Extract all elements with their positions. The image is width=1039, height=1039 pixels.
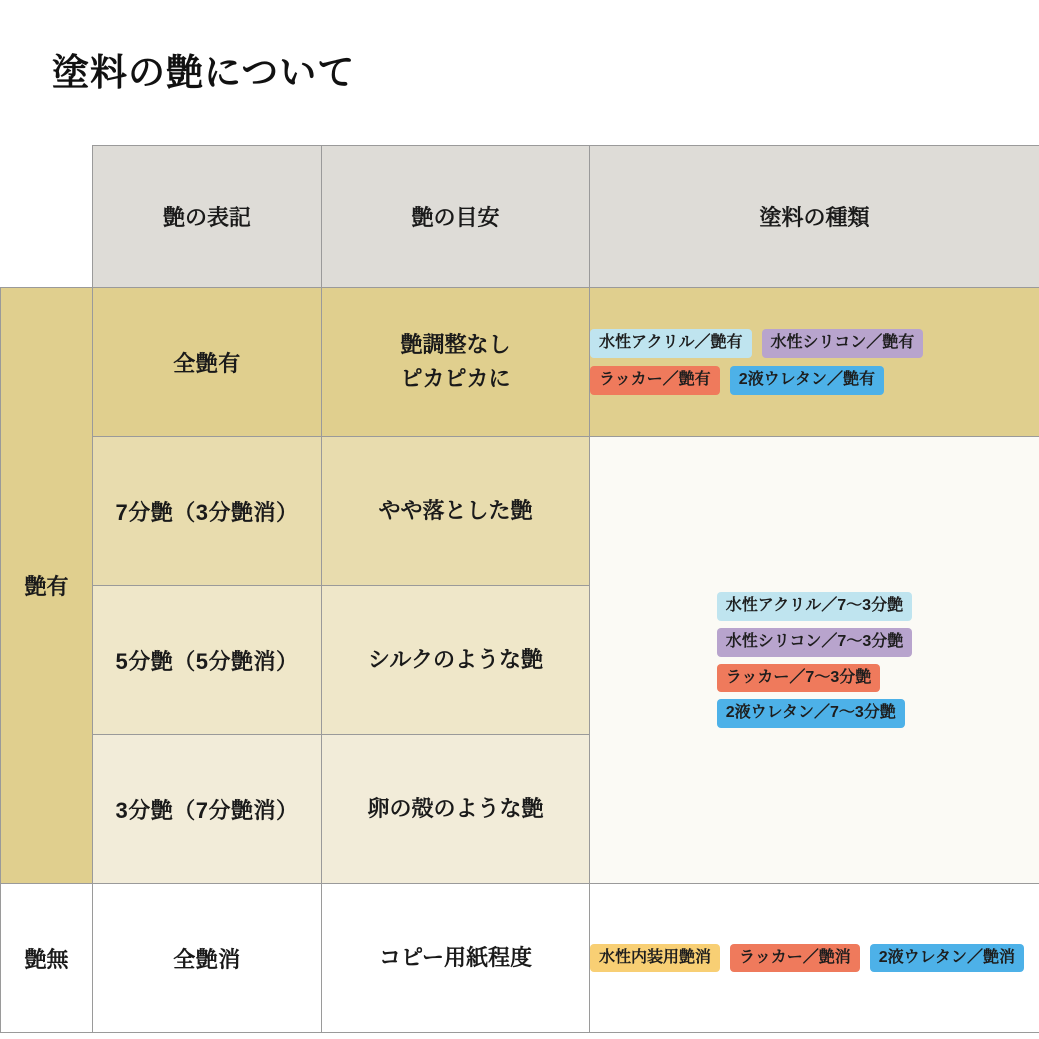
table-row [1,288,1039,437]
table-header-guide: 艶の目安 [322,146,590,288]
table-row [1,884,1039,1033]
paint-tag: ラッカー／7〜3分艶 [717,664,880,693]
group-cell-gloss: 艶有 [1,288,93,884]
guide-line-1: 艶調整なし [400,331,511,357]
tag-list [590,329,1039,394]
tag-list [590,592,1039,727]
paint-tag: 水性シリコン／7〜3分艶 [717,628,912,657]
kind-cell [590,288,1039,437]
kind-cell [590,884,1039,1033]
guide-cell: やや落とした艶 [322,437,590,586]
label-cell: 3分艶（7分艶消） [93,735,322,884]
guide-line-2: ピカピカに [400,366,511,391]
page-title: 塗料の艶について [52,52,356,93]
guide-cell: コピー用紙程度 [322,884,590,1033]
label-cell: 7分艶（3分艶消） [93,437,322,586]
guide-cell: シルクのような艶 [322,586,590,735]
table-header-kind: 塗料の種類 [590,146,1039,288]
paint-tag: 2液ウレタン／艶有 [730,366,884,395]
table-row [1,437,1039,586]
kind-cell [590,437,1039,884]
label-cell: 全艶消 [93,884,322,1033]
paint-tag: 水性内装用艶消 [590,944,720,973]
group-cell-matte: 艶無 [1,884,93,1033]
paint-tag: 2液ウレタン／7〜3分艶 [717,699,905,728]
table-header-row [1,146,1039,288]
guide-cell: 卵の殻のような艶 [322,735,590,884]
paint-tag: 水性アクリル／7〜3分艶 [717,592,912,621]
tag-list [590,944,1039,973]
gloss-table [0,145,1039,1033]
paint-tag: 2液ウレタン／艶消 [870,944,1024,973]
label-cell: 全艶有 [93,288,322,437]
table-header-label: 艶の表記 [93,146,322,288]
table-header [1,146,1039,288]
table-body [1,288,1039,1033]
paint-tag: 水性シリコン／艶有 [762,329,924,358]
guide-cell [322,288,590,437]
gloss-table-wrapper [0,145,1039,1033]
paint-tag: 水性アクリル／艶有 [590,329,752,358]
paint-tag: ラッカー／艶有 [590,366,720,395]
label-cell: 5分艶（5分艶消） [93,586,322,735]
table-header-blank [1,146,93,288]
paint-tag: ラッカー／艶消 [730,944,860,973]
